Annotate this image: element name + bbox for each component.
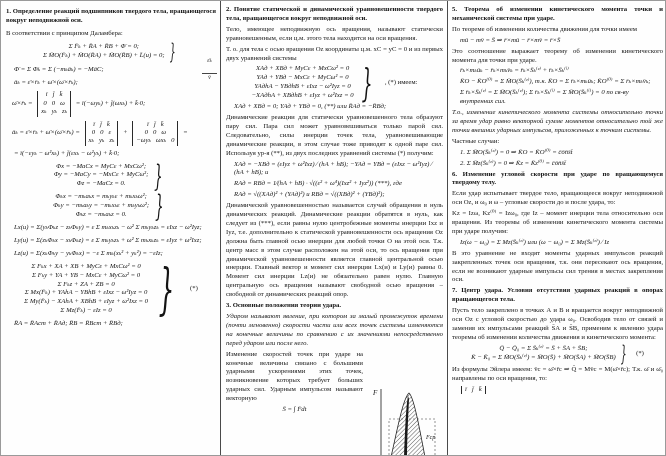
equation-line: Σ Mz(F̄ₖ) − εIz = 0 bbox=[60, 307, 112, 315]
equation-system bbox=[452, 341, 663, 366]
formula: āₖ = ε̄×r̄ₖ + ω̄×(ω̄×r̄ₖ); bbox=[14, 78, 78, 86]
equation-line: −XAдhA + XBдhB + εIyz + ω²Ixz = 0 bbox=[251, 92, 354, 100]
system-label: (*) bbox=[636, 349, 644, 357]
section-heading: 1. Определение реакций подшипников твердого тела, вращающегося вокруг неподвижной оси. bbox=[6, 8, 216, 24]
equation-line: XAд + XBд + MyCε + MxCω² = 0 bbox=[255, 65, 350, 73]
formula: RAд = RBд = 1∕(hA + hB) · √((ε² + ω⁴)(Ixz² + Iyz²)) (***), где bbox=[234, 180, 402, 188]
equation-line: Σ My(F̄ₖ) − XAhA + XBhB + εIyz + ω²Ixz = 0 bbox=[24, 298, 148, 306]
equation-lines bbox=[252, 65, 354, 101]
matrix bbox=[461, 386, 486, 394]
equation-line: Σ Fₖx + XA + XB + MyCε + MxCω² = 0 bbox=[31, 262, 141, 270]
brace-glyph: } bbox=[154, 158, 164, 193]
margin-note-bottom: v̄ bbox=[202, 73, 217, 81]
formula: XAд = −XBд = (εIyz + ω²Ixz) ∕ (hA + hB); −YAд = YBд = (εIxz − ω²Iyz) ∕ (hA + hB); и bbox=[234, 160, 433, 177]
matrix bbox=[85, 121, 119, 146]
impact-force-figure bbox=[371, 386, 443, 456]
formula-prefix: ω̄×r̄ₖ = bbox=[12, 99, 35, 107]
paragraph: Т. о. для тела с осью вращения Oz координаты ц.м. xC = yC = 0 и из первых двух уравнений системы bbox=[226, 45, 443, 62]
equation-system bbox=[6, 39, 216, 64]
equation-line: Σ F̄ₖ + R̄A + R̄B + Φ̄ = 0; bbox=[68, 43, 140, 51]
determinant-formula bbox=[452, 386, 663, 394]
system-label: , (*) имеем: bbox=[384, 78, 418, 86]
impact-force-chart bbox=[371, 386, 443, 456]
equation-line: Φₖz = −mₖaₖz = 0. bbox=[75, 211, 127, 219]
column-divider-1 bbox=[220, 1, 221, 455]
matrix-join: + bbox=[121, 128, 130, 136]
equation-line: YAдhA − YBдhB + εIxz − ω²Iyz = 0 bbox=[254, 83, 351, 91]
paragraph: В соответствии с принципом Даламбера: bbox=[6, 29, 123, 37]
column-3 bbox=[452, 4, 663, 455]
equation-line: Φy = −MaCy = −MxCε + MyCω²; bbox=[53, 171, 149, 179]
brace-glyph: } bbox=[155, 189, 164, 224]
formula: = ī(−εyₖ − ω²xₖ) + j̄(εxₖ − ω²yₖ) + k̄·0; bbox=[14, 149, 120, 157]
equation-lines bbox=[43, 43, 165, 61]
equation-line: Φx = −MaCx = MyCε + MxCω²; bbox=[56, 162, 147, 170]
formula: Lx(и) = Σ(yₖΦₖz − zₖΦₖy) = ε Σ mₖxₖzₖ − ω² Σ mₖyₖzₖ = εIxz − ω²Iyz; bbox=[14, 224, 202, 232]
column-divider-2 bbox=[447, 1, 448, 455]
system-label: (*) bbox=[190, 285, 198, 292]
matrix-row: ī j̄ k̄ bbox=[93, 120, 110, 128]
equation-line: Σ M̄O(F̄ₖ) + M̄O(R̄A) + M̄O(R̄B) + L̄(и) = 0; bbox=[43, 52, 165, 60]
formula: R̄A = R̄Aст + R̄Aд; R̄B = R̄Bст + R̄Bд; bbox=[14, 320, 123, 328]
equation-lines bbox=[53, 193, 149, 220]
equation-lines bbox=[471, 345, 616, 363]
matrix-row: xₖ yₖ zₖ bbox=[88, 137, 115, 145]
equation-system bbox=[6, 158, 216, 193]
formula: S̄ = ∫ F̄dt bbox=[282, 406, 307, 414]
formula: Ly(и) = Σ(zₖΦₖx − xₖΦₖz) = ε Σ mₖyₖzₖ + ω² Σ mₖxₖzₖ = εIyz + ω²Ixz; bbox=[14, 236, 202, 244]
matrix-row: 0 0 ω bbox=[144, 128, 167, 136]
brace-glyph: } bbox=[361, 61, 373, 106]
equation-line: Σ Fₖy + YA + YB − MxCε + MyCω² = 0 bbox=[32, 271, 141, 279]
equation-line: Φₖy = −mₖaₖy = −mₖxₖε + mₖyₖω²; bbox=[53, 202, 150, 210]
matrix-row: 0 0 ε bbox=[91, 128, 112, 136]
equation-system bbox=[6, 189, 216, 224]
section-heading: 2. Понятие статической и динамической уравновешенности твердого тела, вращающегося вокруг неподвижной оси. bbox=[226, 6, 443, 22]
section-heading: 6. Изменение угловой скорости при ударе по вращающемуся твердому телу. bbox=[452, 170, 663, 187]
matrix-row: ī j̄ k̄ bbox=[146, 120, 164, 128]
paragraph: Из формулы Эйлера имеем: v̄c = ω̄×r̄c ⇒ Q̄ = Mv̄c = M(ω̄×r̄c); Т.к. ω̄ и ω̄₀ направлены по оси вращения, то: bbox=[452, 365, 663, 382]
determinant-formula bbox=[6, 91, 216, 116]
matrix-row: −ωyₖ ωxₖ 0 bbox=[136, 137, 175, 145]
paragraph: По теореме об изменении количества движения для точки имеем bbox=[452, 25, 638, 33]
average-force-label: Fср bbox=[426, 435, 436, 441]
column-1 bbox=[6, 4, 216, 455]
paragraph: Т.о., изменение кинетического момента системы относительно точки за время удар равно векторной сумме моментов относительно той же точки внешних ударных импульсов, приложенных к точкам системы. bbox=[452, 109, 663, 134]
equation-system bbox=[226, 61, 443, 106]
paragraph: Пусть тело закреплено в точках А и В и вращается вокруг неподвижной оси Oz с угловой скоростью до удара ω₀. Освободив тело от связей и заменив их импульсами реакций S̄A и S̄B, применим к явлению удара теоремы об изменении количества движения и кинетического момента: bbox=[452, 307, 663, 341]
matrix-row: ī j̄ k̄ bbox=[45, 91, 63, 99]
determinant-formula bbox=[6, 121, 216, 146]
paragraph: Если удар испытывает твердое тело, вращающееся вокруг неподвижной оси Oz, и ω₀ и ω – угловые скорости до и после удара, то: bbox=[452, 190, 663, 207]
force-axis-label: F bbox=[373, 389, 378, 397]
matrix bbox=[132, 121, 178, 146]
margin-note-top: ε̄ₖ bbox=[207, 58, 212, 64]
equation-line: YAд + YBд − MxCε + MyCω² = 0 bbox=[256, 74, 349, 82]
brace-glyph: } bbox=[158, 256, 175, 321]
formula: mū − mv̄ = S̄ ⇒ r̄×mū − r̄×mv̄ = r̄×S̄ bbox=[460, 36, 561, 44]
matrix bbox=[37, 91, 71, 116]
paragraph: Динамические реакции для статически уравновешенного тела образуют пару сил. Пара сил может уравновешиваться только парой сил. Следовательно, силы инерции точек тела, уравновешивающие динамические реакции, в этом случае тоже приводят к одной паре сил. Используя ур-я (**), из двух последних уравнений системы (*) получим: bbox=[226, 113, 443, 157]
paragraph: В это уравнение не входят моменты ударных импульсов реакций закрепленных точек оси вращения, т.к. они пересекают ось вращения, если не возникают ударные импульсы сил трения в местах закрепления оси. bbox=[452, 249, 663, 284]
equation-line: Σ Fₖz + ZA + ZB = 0 bbox=[57, 280, 115, 288]
section-heading: 3. Основные положения теории удара. bbox=[226, 302, 342, 310]
formula: Lz(и) = Σ(xₖΦₖy − yₖΦₖx) = −ε Σ mₖ(xₖ² + yₖ²) = −εIz; bbox=[14, 249, 163, 257]
paragraph: Изменение скоростей точек при ударе на конечные величины связано с большими ударными ускорениями этих точек, возникновение которых требует больших ударных сил. Ударным импульсом называют векторную bbox=[226, 350, 363, 403]
formula-prefix: āₖ = ε̄×r̄ₖ + ω̄×(ω̄×r̄ₖ) = bbox=[12, 128, 82, 136]
equation-line: Q̄ − Q̄₀ = Σ S̄ₖ⁽ᵉ⁾ = S̄ + S̄A + S̄B; bbox=[499, 345, 588, 353]
paragraph: Ударом называют явление, при котором за малый промежуток времени (почти мгновенно) скорости части или всех точек системы изменяются на конечные величины по сравнению с их значениями непосредственно перед ударом или после него. bbox=[226, 313, 443, 347]
formula: XAд + XBд = 0; YAд + YBд = 0, (**) или R̄Aд = −R̄Bд; bbox=[234, 103, 387, 111]
matrix-row: 0 0 ω bbox=[43, 99, 65, 107]
equation-line: Σ Mx(F̄ₖ) + YAhA − YBhB + εIxz − ω²Iyz = 0 bbox=[24, 289, 148, 297]
formula: 2. Σ M̄z(S̄ₖ⁽ᵉ⁾) = 0 ⇒ K̄z = K̄z⁽⁰⁾ = c̄ōn̄s̄t̄ bbox=[460, 159, 566, 167]
paragraph: Частные случаи: bbox=[452, 137, 500, 145]
equation-system bbox=[6, 256, 216, 321]
formula: K̄O − K̄O⁽⁰⁾ = Σ M̄O(S̄ₖ⁽ᵉ⁾), т.к. K̄O = Σ r̄ₖ×mₖūₖ; K̄O⁽⁰⁾ = Σ r̄ₖ×mₖv̄ₖ; bbox=[460, 78, 651, 86]
paragraph: Динамической уравновешенностью называется случай обращения в нуль динамических реакций. Динамические реакции обратятся в нуль, как следует из (***), если равны нулю центробежные моменты инерции Ixz и Iyz, т.е. дополнительно к статической уравновешенности ось вращения Oz должна быть главной осью инерции для любой точки O на этой оси. Т.к. центр масс в этом случае расположен на этой оси, то ось вращения при динамической уравновешенности является главной центральной осью инерции. Главный вектор и момент сил инерции Lx(и) и Ly(и) равны 0. Момент сил инерции Lz(и) не обязательно равен нулю. Главную центральную ось вращения называют свободной осью вращения – свободной от динамических реакций опор. bbox=[226, 202, 443, 299]
equation-lines bbox=[24, 263, 148, 316]
paragraph: Это соотношение выражает теорему об изменении кинетического момента для точки при ударе. bbox=[452, 47, 663, 64]
paragraph: Тело, имеющее неподвижную ось вращения, называют статически уравновешенным, если ц.м. этого тела находится на оси вращения. bbox=[226, 25, 443, 42]
brace-glyph: } bbox=[169, 39, 176, 64]
formula: Φ̄ = Σ Φ̄ₖ = Σ (−mₖāₖ) = −MāC; bbox=[14, 65, 104, 73]
formula: 1. Σ M̄O(S̄ₖ⁽ᵉ⁾) = 0 ⇒ K̄O = K̄O⁽⁰⁾ = c̄ōn̄s̄t̄ bbox=[460, 148, 573, 156]
section-heading: 7. Центр удара. Условия отсутствия ударных реакций в опорах вращающегося тела. bbox=[452, 287, 663, 304]
formula: r̄ₖ×mₖūₖ − r̄ₖ×mₖv̄ₖ = r̄ₖ×S̄ₖ⁽ᵉ⁾ + r̄ₖ×S̄ₖ⁽ⁱ⁾ bbox=[460, 67, 569, 75]
matrix-row: xₖ yₖ zₖ bbox=[41, 108, 68, 116]
equation-line: K̄ − K̄₀ = Σ M̄O(S̄ₖ⁽ᵉ⁾) = M̄O(S̄) + M̄O(S̄A) + M̄O(S̄B) bbox=[471, 354, 616, 362]
brace-glyph: } bbox=[620, 341, 627, 366]
formula: RAд = √((XAд)² + (YAд)²) и RBд = √((XBд)² + (YBд)²); bbox=[234, 191, 385, 199]
section-heading: 5. Теорема об изменении кинетического момента точки и механической системы при ударе. bbox=[452, 6, 663, 22]
formula-suffix: = ī(−ωyₖ) + j̄(ωxₖ) + k̄·0; bbox=[74, 99, 146, 107]
equation-line: Φz = −MaCz = 0. bbox=[76, 180, 126, 188]
formula: Σ r̄ₖ×S̄ₖ⁽ᵉ⁾ = Σ M̄O(S̄ₖ⁽ᵉ⁾); Σ r̄ₖ×S̄ₖ⁽ⁱ⁾ = Σ M̄O(S̄ₖ⁽ⁱ⁾) = 0 по св-ву внутренних сил. bbox=[460, 89, 629, 106]
margin-note bbox=[202, 57, 217, 81]
formula-suffix: = bbox=[181, 128, 188, 136]
equation-lines bbox=[54, 163, 149, 190]
formula: Iz(ω − ω₀) = Σ Mz(S̄ₖ⁽ᵉ⁾) или (ω − ω₀) = Σ Mz(S̄ₖ⁽ᵉ⁾) ∕ Iz bbox=[460, 238, 610, 246]
equation-line: Φₖx = −mₖaₖx = mₖyₖε + mₖxₖω²; bbox=[55, 193, 147, 201]
matrix-row: ī j̄ k̄ bbox=[465, 385, 482, 393]
paragraph: Kz = Izω, Kz⁽⁰⁾ = Izω₀, где Iz – момент инерции тела относительно оси вращения. Из теоремы об изменении кинетического момента системы при ударе получим: bbox=[452, 210, 663, 235]
